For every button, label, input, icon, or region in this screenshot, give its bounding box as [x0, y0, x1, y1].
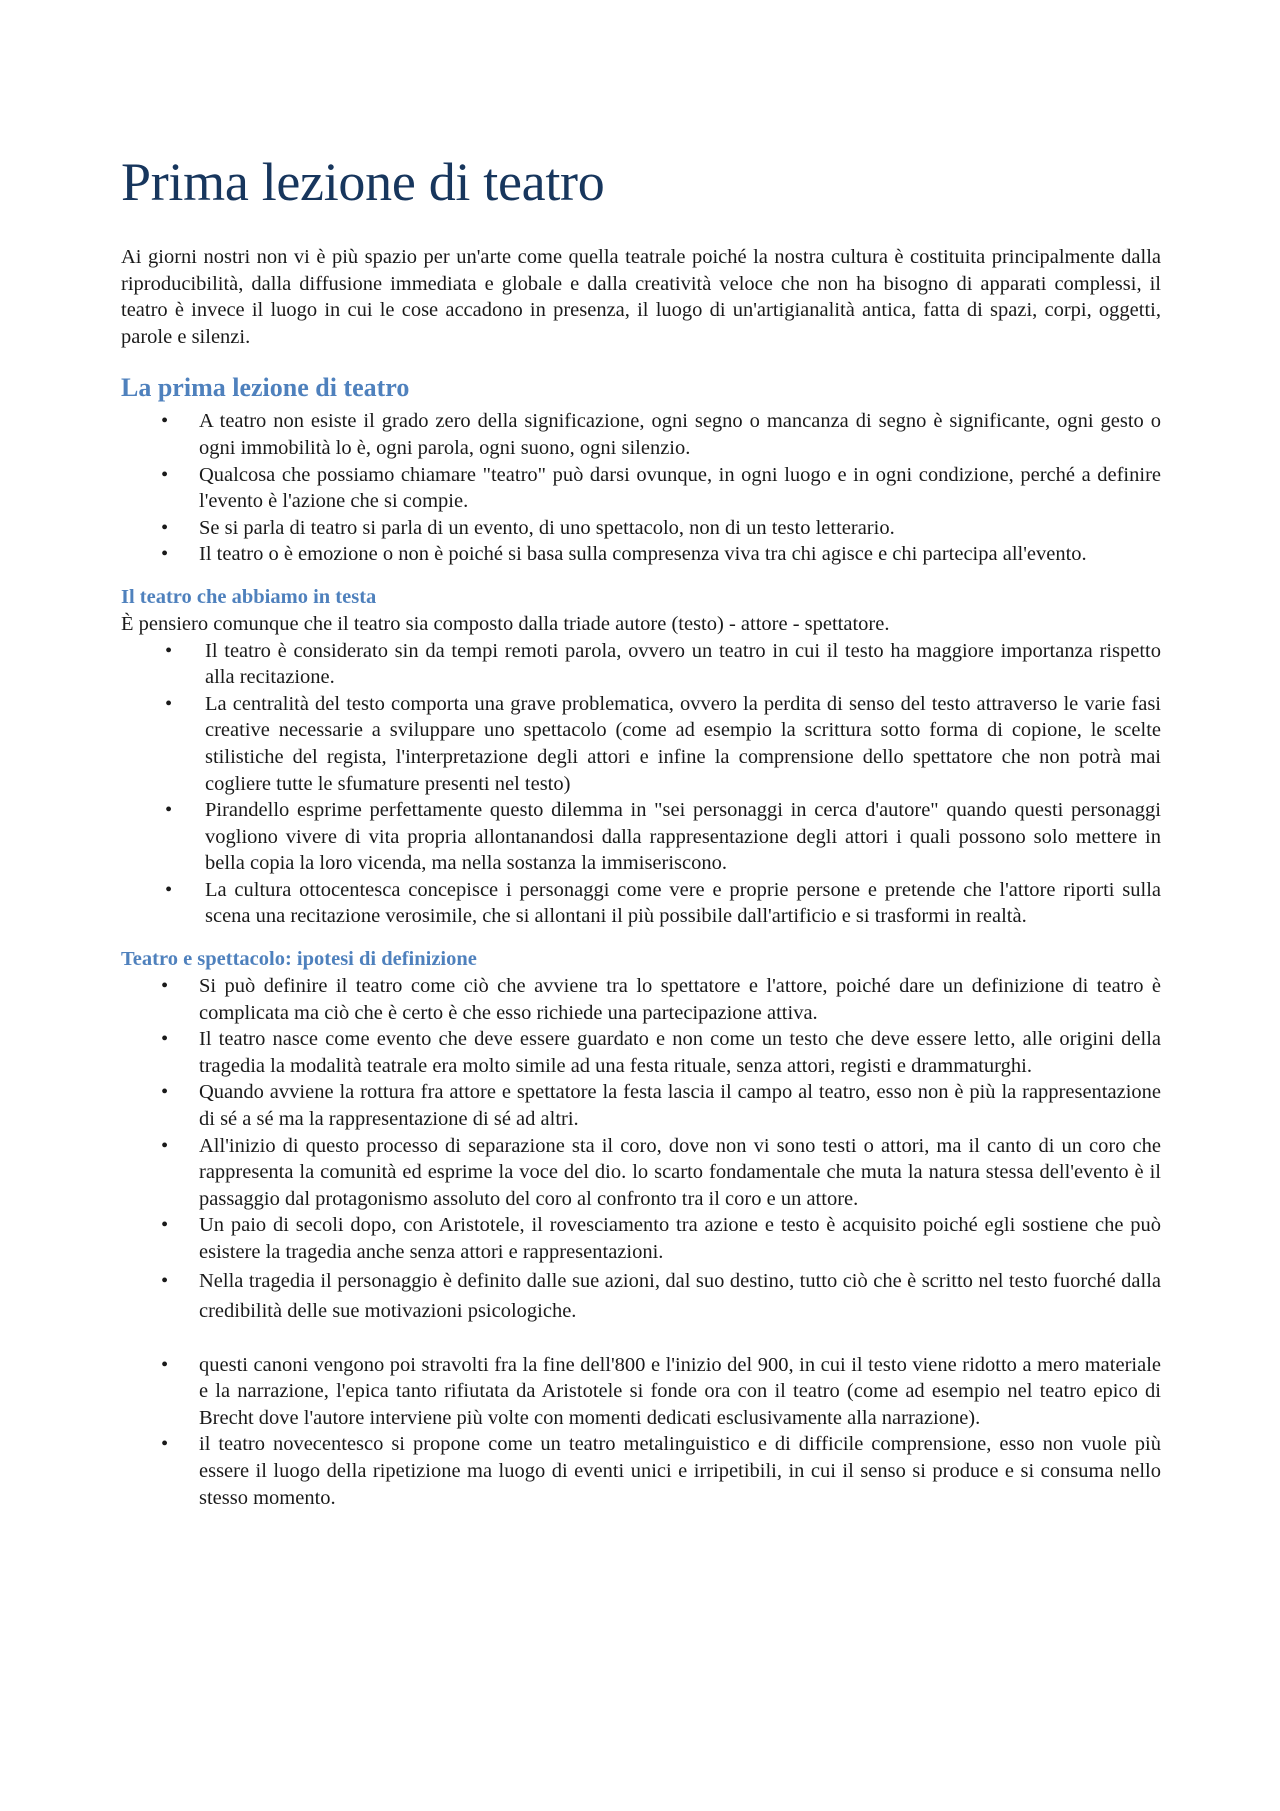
- list-item: • Si può definire il teatro come ciò che avviene tra lo spettatore e l'attore, poiché dare un definizione di teatro è complicata ma ciò che è certo è che esso richiede una partecipazione attiva.: [161, 975, 1161, 1024]
- list-item: • All'inizio di questo processo di separazione sta il coro, dove non vi sono testi o attori, ma il canto di un coro che rappresenta la comunità ed esprime la voce del dio. lo scarto fondamentale che muta la natura stessa dell'evento è il passaggio dal protagonismo assoluto del coro al confronto tra il coro e un attore.: [161, 1134, 1161, 1210]
- list-item: • Il teatro o è emozione o non è poiché si basa sulla compresenza viva tra chi agisce e chi partecipa all'evento.: [121, 541, 1161, 568]
- bullet-list-prima-lezione: [121, 408, 1161, 568]
- list-item: • questi canoni vengono poi stravolti fra la fine dell'800 e l'inizio del 900, in cui il testo viene ridotto a mero materiale e la narrazione, l'epica tanto rifiutata da Aristotele si fonde ora con il teatro (come ad esempio nel teatro epico di Brecht dove l'autore interviene più volte con momenti dedicati esclusivamente alla narrazione).: [161, 1353, 1161, 1429]
- bullet-icon: •: [165, 799, 173, 822]
- section-heading-teatro-spettacolo: Teatro e spettacolo: ipotesi di definizione: [121, 948, 477, 971]
- list-item: • Quando avviene la rottura fra attore e spettatore la festa lascia il campo al teatro, esso non è più la rappresentazione di sé a sé ma la rappresentazione di sé ad altri.: [161, 1081, 1161, 1131]
- bullet-icon: •: [161, 975, 169, 998]
- document-page: [121, 0, 1161, 1511]
- section-lead-paragraph: È pensiero comunque che il teatro sia composto dalla triade autore (testo) - attore - spettatore.: [121, 612, 890, 635]
- bullet-icon: •: [161, 1353, 169, 1376]
- list-item: • La centralità del testo comporta una grave problematica, ovvero la perdita di senso del testo attraverso le varie fasi creative necessarie a sviluppare uno spettacolo (come ad esempio la scrittura sotto forma di copione, le scelte stilistiche del regista, l'interpretazione degli attori e infine la comprensione dello spettatore che non potrà mai cogliere tutte le sfumature presenti nel testo): [165, 692, 1161, 795]
- document-title: Prima lezione di teatro: [121, 152, 605, 212]
- list-item: • Se si parla di teatro si parla di un evento, di uno spettacolo, non di un testo letterario.: [121, 515, 1161, 542]
- bullet-icon: •: [161, 1433, 169, 1456]
- section-heading-prima-lezione: La prima lezione di teatro: [121, 373, 410, 403]
- list-item: • Il teatro nasce come evento che deve essere guardato e non come un testo che deve essere letto, alle origini della tragedia la modalità teatrale era molto simile ad una festa rituale, senza attori, registi e drammaturghi.: [161, 1028, 1161, 1077]
- list-item: • il teatro novecentesco si propone come un teatro metalinguistico e di difficile comprensione, esso non vuole più essere il luogo della ripetizione ma luogo di eventi unici e irripetibili, in cui il senso si produce e si consuma nello stesso momento.: [161, 1433, 1161, 1509]
- bullet-list-teatro-spettacolo: [121, 973, 1161, 1511]
- bullet-icon: •: [161, 1269, 169, 1292]
- bullet-icon: •: [165, 878, 173, 901]
- bullet-icon: •: [165, 639, 173, 662]
- bullet-icon: •: [161, 1134, 169, 1157]
- section-heading-teatro-in-testa: Il teatro che abbiamo in testa: [121, 585, 377, 608]
- list-item: • Pirandello esprime perfettamente questo dilemma in "sei personaggi in cerca d'autore" quando questi personaggi vogliono vivere di vita propria allontanandosi dalla rappresentazione degli attori i quali possono solo mettere in bella copia la loro vicenda, ma nella sostanza la immiseriscono.: [165, 799, 1161, 875]
- bullet-icon: •: [161, 543, 169, 566]
- bullet-icon: •: [161, 516, 169, 539]
- list-item: • La cultura ottocentesca concepisce i personaggi come vere e proprie persone e pretende che l'attore riporti sulla scena una recitazione verosimile, che si allontani il più possibile dall'artificio e si trasformi in realtà.: [165, 878, 1161, 928]
- list-item: • Nella tragedia il personaggio è definito dalle sue azioni, dal suo destino, tutto ciò che è scritto nel testo fuorché dalla credibilità delle sue motivazioni psicologiche.: [121, 1266, 1161, 1326]
- bullet-icon: •: [161, 463, 169, 486]
- list-item: • Il teatro è considerato sin da tempi remoti parola, ovvero un teatro in cui il testo ha maggiore importanza rispetto alla recitazione.: [165, 639, 1161, 689]
- bullet-icon: •: [165, 692, 173, 715]
- list-item: • Un paio di secoli dopo, con Aristotele, il rovesciamento tra azione e testo è acquisito poiché egli sostiene che può esistere la tragedia anche senza attori e rappresentazioni.: [161, 1214, 1161, 1263]
- bullet-icon: •: [161, 1214, 169, 1237]
- list-item: • Qualcosa che possiamo chiamare "teatro" può darsi ovunque, in ogni luogo e in ogni condizione, perché a definire l'evento è l'azione che si compie.: [161, 463, 1161, 513]
- bullet-icon: •: [161, 1081, 169, 1104]
- intro-paragraph: Ai giorni nostri non vi è più spazio per un'arte come quella teatrale poiché la nostra cultura è costituita principalmente dalla riproducibilità, dalla diffusione immediata e globale e dalla creatività veloce che non ha bisogno di apparati complessi, il teatro è invece il luogo in cui le cose accadono in presenza, il luogo di un'artigianalità antica, fatta di spazi, corpi, oggetti, parole e silenzi.: [121, 246, 1161, 348]
- bullet-list-teatro-in-testa: [121, 638, 1161, 931]
- list-item: • A teatro non esiste il grado zero della significazione, ogni segno o mancanza di segno è significante, ogni gesto o ogni immobilità lo è, ogni parola, ogni suono, ogni silenzio.: [161, 410, 1161, 459]
- bullet-icon: •: [161, 410, 169, 433]
- bullet-icon: •: [161, 1028, 169, 1051]
